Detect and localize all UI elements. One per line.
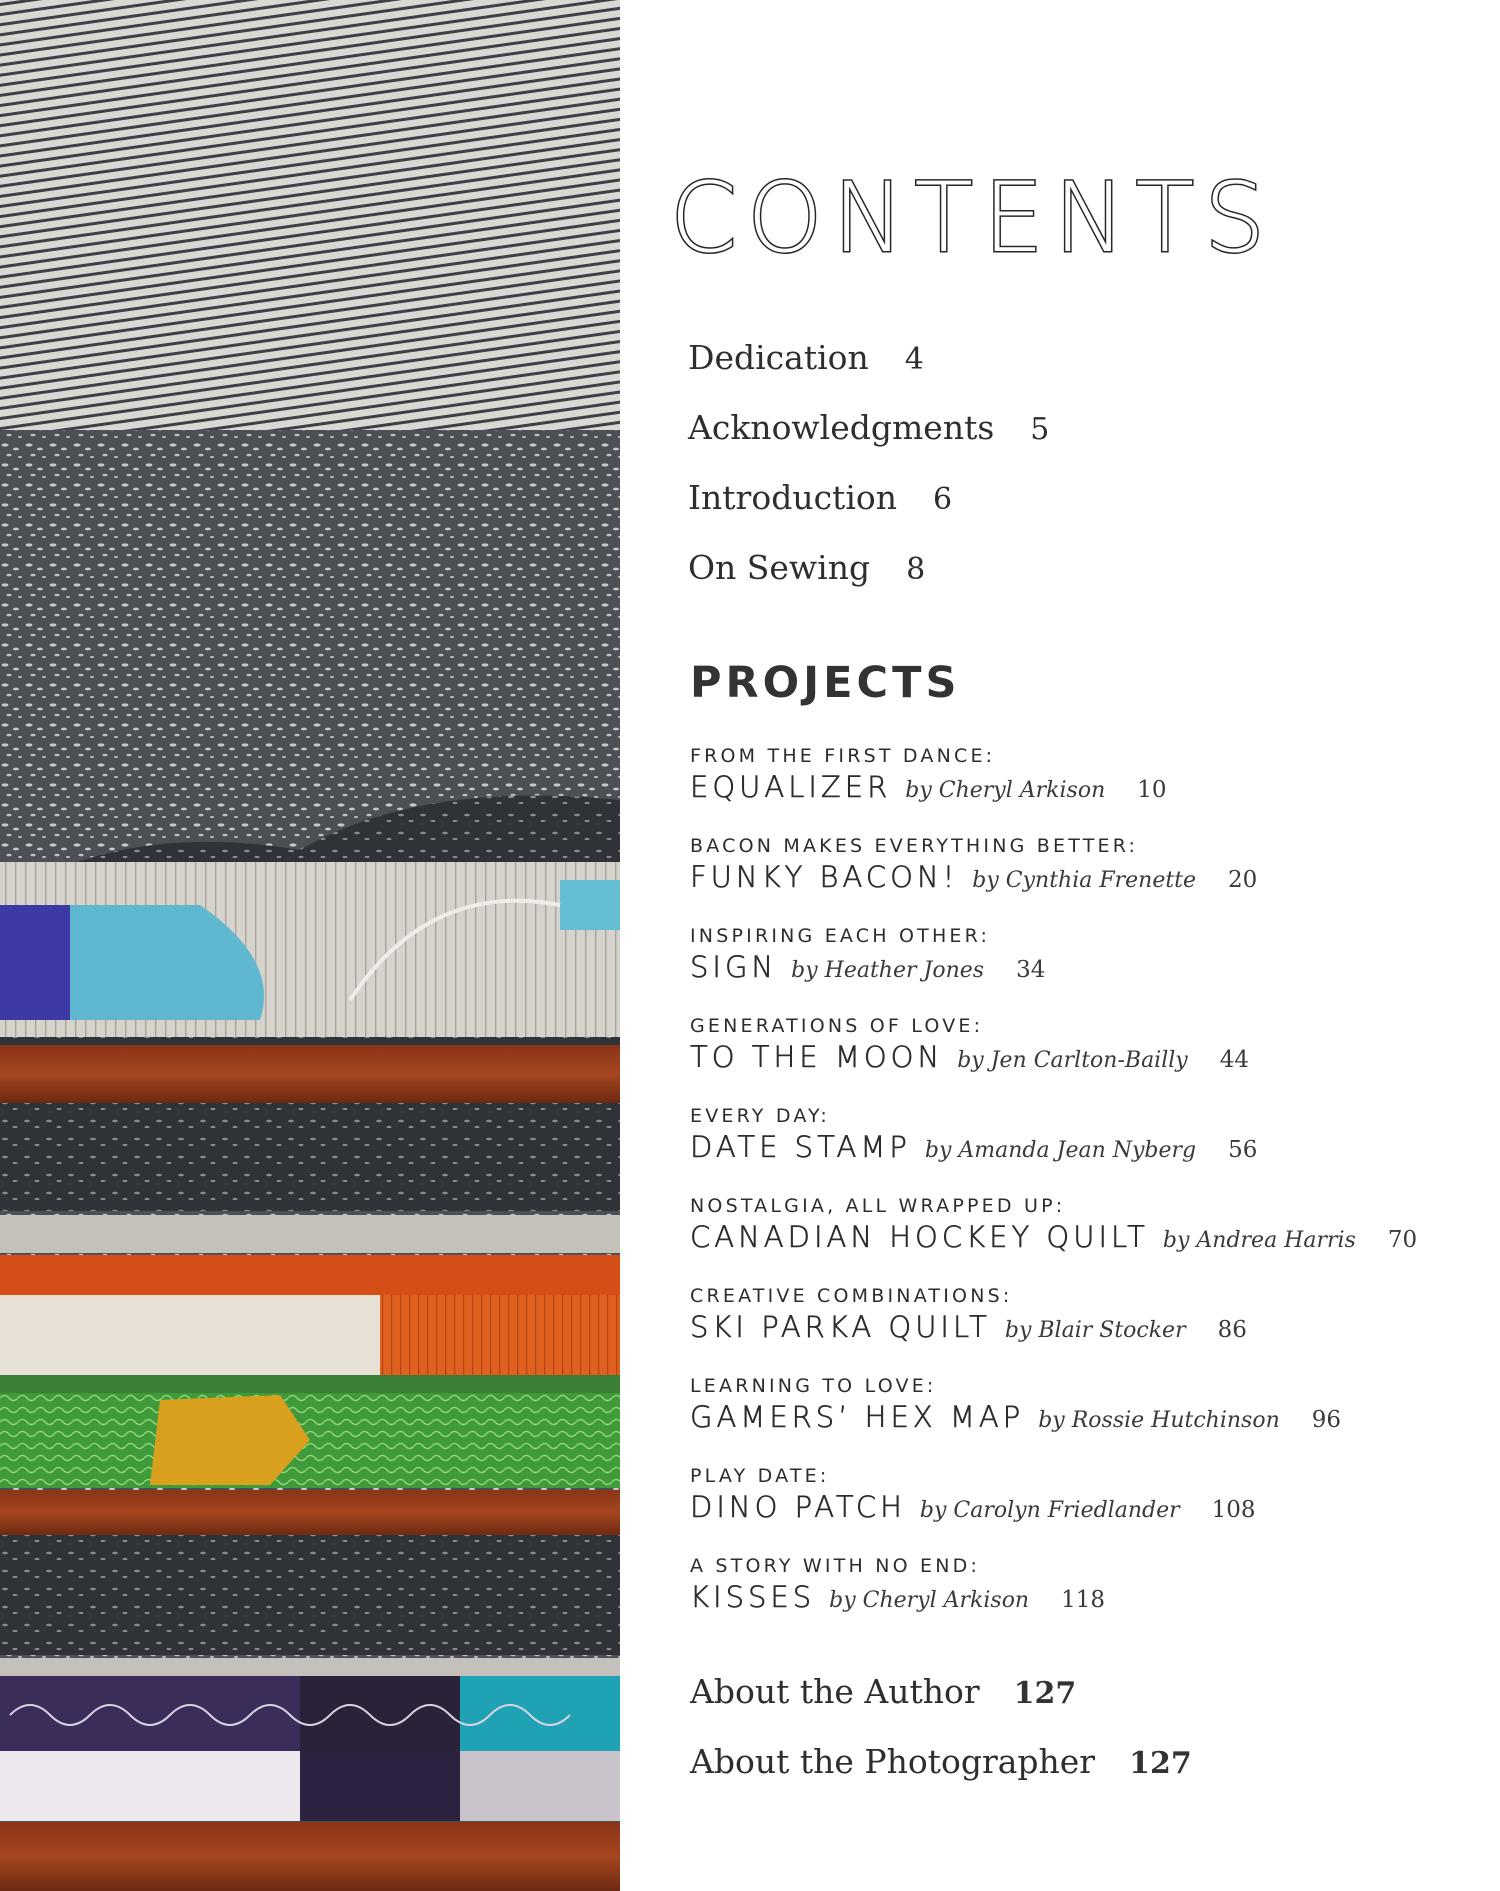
project-page: 96 [1311,1407,1342,1433]
project-title: SIGN [690,950,778,984]
contents-title: CONTENTS [670,162,1276,274]
project-title: DATE STAMP [690,1130,911,1164]
toc-item[interactable] [688,478,1049,548]
toc-label: About the Author [690,1672,980,1711]
project-byline: by Cheryl Arkison [905,778,1106,803]
toc-page: 127 [1013,1676,1077,1711]
toc-label: Acknowledgments [688,408,995,447]
toc-page: 6 [933,482,953,517]
project-entry[interactable] [690,1552,1417,1642]
project-kicker: CREATIVE COMBINATIONS: [690,1285,1013,1307]
toc-item[interactable] [690,1742,1192,1812]
project-byline: by Cynthia Frenette [972,868,1197,893]
project-page: 108 [1211,1497,1256,1523]
project-title: GAMERS’ HEX MAP [690,1400,1025,1434]
project-title: CANADIAN HOCKEY QUILT [690,1220,1149,1254]
project-page: 118 [1061,1587,1106,1613]
project-byline: by Amanda Jean Nyberg [924,1138,1197,1163]
project-page: 20 [1228,867,1258,893]
project-title: SKI PARKA QUILT [690,1310,991,1344]
project-byline: by Cheryl Arkison [829,1588,1030,1613]
project-entry[interactable] [690,1102,1417,1192]
project-kicker: FROM THE FIRST DANCE: [690,745,996,767]
project-entry[interactable] [690,1012,1417,1102]
project-title: EQUALIZER [690,770,892,804]
toc-item[interactable] [690,1672,1192,1742]
project-page: 70 [1387,1227,1418,1253]
project-title: DINO PATCH [690,1490,906,1524]
toc-page: 8 [906,552,926,587]
toc-label: About the Photographer [690,1742,1096,1781]
project-byline: by Heather Jones [791,958,985,983]
project-entry[interactable] [690,1462,1417,1552]
project-title: TO THE MOON [690,1040,944,1074]
project-title: KISSES [690,1580,816,1614]
front-matter-list [688,338,1049,618]
project-entry[interactable] [690,742,1417,832]
toc-item[interactable] [688,338,1049,408]
toc-item[interactable] [688,408,1049,478]
project-byline: by Rossie Hutchinson [1038,1408,1280,1433]
toc-page: 4 [904,342,924,377]
toc-label: Introduction [688,478,897,517]
project-kicker: NOSTALGIA, ALL WRAPPED UP: [690,1195,1066,1217]
project-entry[interactable] [690,1192,1417,1282]
project-entry[interactable] [690,922,1417,1012]
project-page: 34 [1016,957,1046,983]
toc-page: 127 [1129,1746,1192,1781]
project-kicker: EVERY DAY: [690,1105,830,1127]
back-matter-list [690,1672,1192,1812]
project-kicker: A STORY WITH NO END: [690,1555,981,1577]
project-kicker: LEARNING TO LOVE: [690,1375,937,1397]
toc-page: 5 [1030,412,1050,447]
project-page: 10 [1137,777,1167,803]
project-byline: by Jen Carlton-Bailly [957,1048,1188,1073]
project-byline: by Carolyn Friedlander [919,1498,1180,1523]
project-entry[interactable] [690,832,1417,922]
project-kicker: INSPIRING EACH OTHER: [690,925,991,947]
project-byline: by Andrea Harris [1162,1228,1356,1253]
toc-label: Dedication [688,338,869,377]
projects-heading: PROJECTS [690,658,961,708]
project-kicker: GENERATIONS OF LOVE: [690,1015,984,1037]
project-entry[interactable] [690,1372,1417,1462]
toc-label: On Sewing [688,548,871,587]
quilt-photo [0,0,620,1891]
project-page: 86 [1217,1317,1247,1343]
project-kicker: PLAY DATE: [690,1465,830,1487]
project-page: 44 [1219,1047,1250,1073]
projects-list [690,742,1417,1642]
project-entry[interactable] [690,1282,1417,1372]
toc-item[interactable] [688,548,1049,618]
project-byline: by Blair Stocker [1004,1318,1186,1343]
project-title: FUNKY BACON! [690,860,959,894]
project-kicker: BACON MAKES EVERYTHING BETTER: [690,835,1139,857]
project-page: 56 [1228,1137,1258,1163]
